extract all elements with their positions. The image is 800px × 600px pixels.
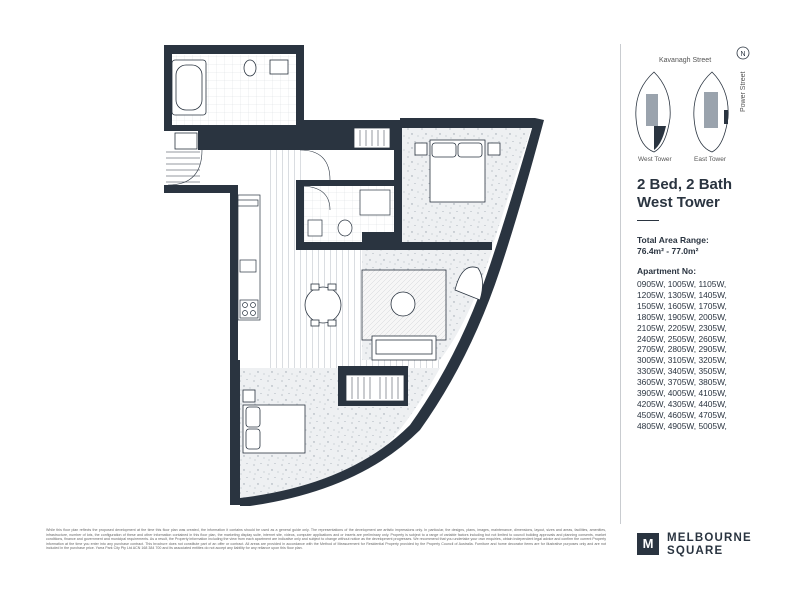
- unit-title-line2: West Tower: [637, 194, 720, 211]
- north-arrow-icon: [736, 45, 750, 61]
- apartment-line: 3305W, 3405W, 3505W,: [637, 366, 727, 377]
- unit-title-line1: 2 Bed, 2 Bath: [637, 176, 733, 193]
- unit-title: [637, 176, 787, 212]
- apartment-line: 1805W, 1905W, 2005W,: [637, 311, 727, 322]
- street-label-kavanagh: Kavanagh Street: [659, 57, 712, 64]
- key-plan-east-tower: [690, 70, 734, 154]
- brand-logo-mark: M: [637, 533, 659, 555]
- east-tower-label: East Tower: [694, 156, 727, 163]
- key-plan-west-tower: [632, 70, 676, 154]
- area-value: 76.4m² - 77.0m²: [637, 246, 699, 256]
- apartment-line: 4205W, 4305W, 4405W,: [637, 398, 727, 409]
- brand-name-line1: MELBOURNE: [667, 532, 752, 544]
- west-tower-label: West Tower: [638, 156, 672, 163]
- panel-divider: [620, 44, 621, 524]
- apartment-line: 2405W, 2505W, 2605W,: [637, 333, 727, 344]
- title-rule: [637, 220, 659, 221]
- apartment-line: 3905W, 4005W, 4105W,: [637, 388, 727, 399]
- apartment-line: 0905W, 1005W, 1105W,: [637, 279, 727, 289]
- brand-name-line2: SQUARE: [667, 545, 724, 557]
- apartment-line: 2705W, 2805W, 2905W,: [637, 344, 727, 355]
- apartment-line: 4805W, 4905W, 5005W,: [637, 420, 727, 431]
- apartment-line: 1205W, 1305W, 1405W,: [637, 289, 727, 300]
- apartment-line: 2105W, 2205W, 2305W,: [637, 322, 727, 333]
- street-label-power: Power Street: [740, 71, 747, 112]
- apartment-line: 3605W, 3705W, 3805W,: [637, 377, 727, 388]
- brand-logo-text: [667, 532, 752, 558]
- apartment-list: [637, 279, 792, 432]
- apartment-line: 1505W, 1605W, 1705W,: [637, 300, 727, 311]
- apartment-line: 3005W, 3105W, 3205W,: [637, 355, 727, 366]
- apartment-line: 4505W, 4605W, 4705W,: [637, 409, 727, 420]
- north-symbol: N: [740, 51, 746, 58]
- apartments-label: Apartment No:: [637, 266, 697, 276]
- area-label: Total Area Range:: [637, 235, 709, 245]
- disclaimer-text: While this floor plan reflects the proposed development at the time this floor plan was created, the information it contains should be used as a general guide only. The representations of the development are artistic impressions only. In particular, the designs, plans, images, maintenance, dimensions, layout, sizes and areas, facilities, amenities, infrastructure, number of lots, the configuration of these and other information contained in this floor plan, the marketing display suite, internet site, videos, computer applications and or inserts are preliminary only. Property is subject to a range of variable factors including but not limited to council building approvals and planning consents, market conditions, finance and government and municipal requirements. As a result, the Property information including the view from each apartment are indicative only and subject to change without notice as the development progresses. We recommend that you undertake your own enquiries, obtain independent legal advice and confirm the current Property information at the time you enter into any purchase contract. This brochure does not constitute part of an offer or contract. All areas are provided in accordance with the Method of Measurement for Residential Property provided by the Property Council of Australia. Furniture and home decorator items are for illustrative purposes only and are not included in the purchase price. Yarra Park City Pty Ltd ACN 168 384 700 and its associated entities do not accept any liability for any reliance upon this floor plan.: [46, 528, 606, 551]
